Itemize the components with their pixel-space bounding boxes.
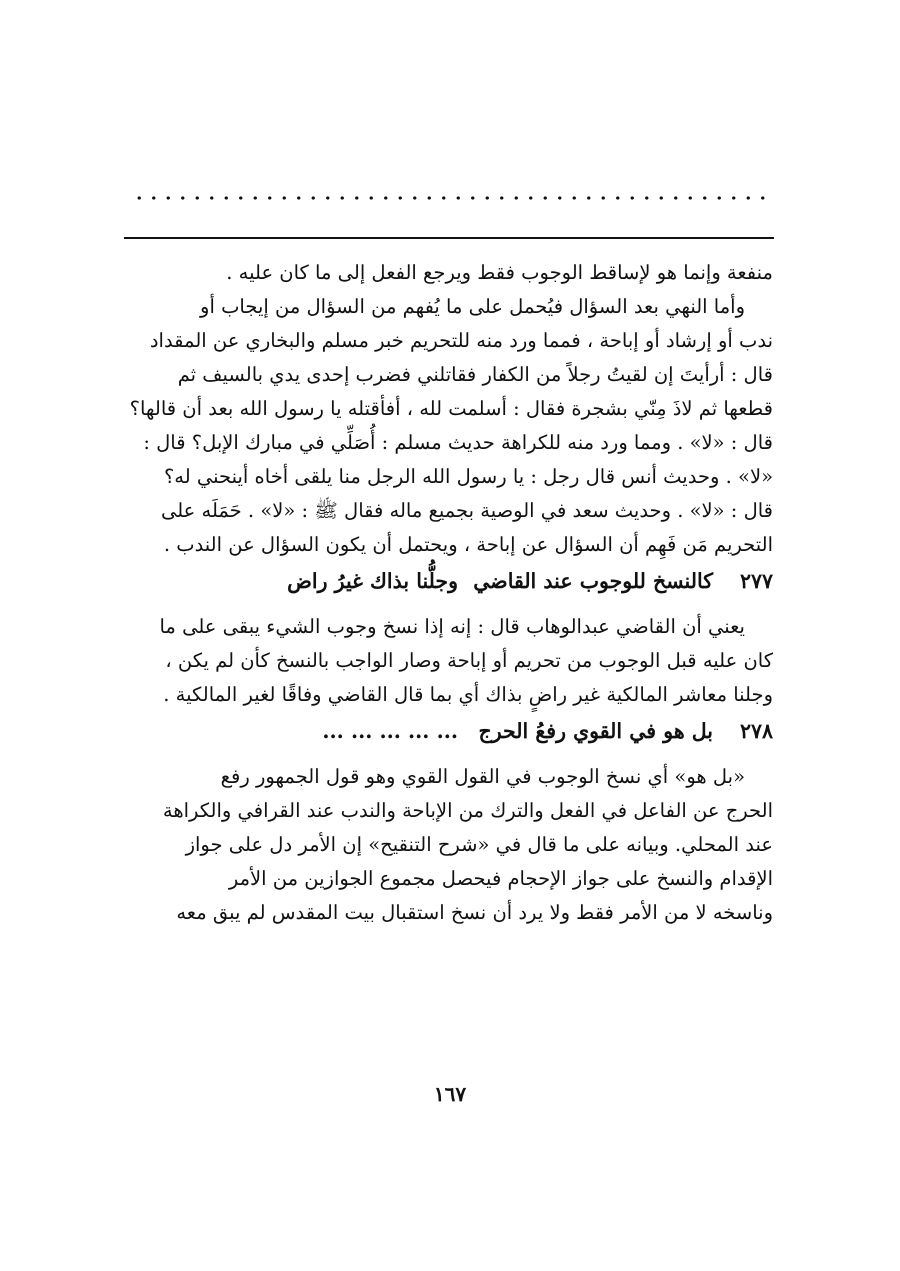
verse-number: ٢٧٨ xyxy=(739,719,773,743)
text-line: عند المحلي. وبيانه على ما قال في «شرح التنقيح» إن الأمر دل على جواز xyxy=(185,833,773,856)
text-line: يعني أن القاضي عبدالوهاب قال : إنه إذا نسخ وجوب الشيء يبقى على ما xyxy=(159,615,745,638)
text-line: وجلنا معاشر المالكية غير راضٍ بذاك أي بما قال القاضي وفاقًا لغير المالكية . xyxy=(163,683,773,706)
verse-first-hemistich: بل هو في القوي رفعُ الحرج xyxy=(478,719,713,743)
text-line: التحريم مَن فَهِم أن السؤال عن إباحة ، ويحتمل أن يكون السؤال عن الندب . xyxy=(163,533,773,556)
text-line: «لا» . وحديث أنس قال رجل : يا رسول الله الرجل منا يلقى أخاه أينحني له؟ xyxy=(163,465,773,488)
text-line: وأما النهي بعد السؤال فيُحمل على ما يُفهم من السؤال من إيجاب أو xyxy=(200,295,745,318)
text-line: قال : «لا» . ومما ورد منه للكراهة حديث مسلم : أُصَلِّي في مبارك الإبل؟ قال : xyxy=(143,431,773,454)
text-line: الإقدام والنسخ على جواز الإحجام فيحصل مجموع الجوازين من الأمر xyxy=(228,867,773,890)
text-line: قطعها ثم لاذَ مِنّي بشجرة فقال : أسلمت لله ، أفأقتله يا رسول الله بعد أن قالها؟ xyxy=(129,397,773,420)
text-line: منفعة وإنما هو لإساقط الوجوب فقط ويرجع الفعل إلى ما كان عليه . xyxy=(226,261,773,284)
verse-278 xyxy=(118,714,773,748)
page-number: ١٦٧ xyxy=(433,1082,467,1106)
verse-277 xyxy=(118,564,773,598)
text-line: ندب أو إرشاد أو إباحة ، فمما ورد منه للتحريم خبر مسلم والبخاري عن المقداد xyxy=(149,329,773,352)
verse-number: ٢٧٧ xyxy=(739,569,773,593)
text-line: قال : أرأيتَ إن لقيتُ رجلاً من الكفار فقاتلني فضرب إحدى يدي بالسيف ثم xyxy=(177,363,773,386)
verse-second-hemistich: وجلُّنا بذاك غيرُ راض xyxy=(287,569,458,593)
dotted-separator xyxy=(132,193,768,203)
header-rule xyxy=(124,237,774,239)
text-line: كان عليه قبل الوجوب من تحريم أو إباحة وصار الواجب بالنسخ كأن لم يكن ، xyxy=(165,649,773,672)
text-line: الحرج عن الفاعل في الفعل والترك من الإباحة والندب عند القرافي والكراهة xyxy=(162,799,773,822)
text-line: قال : «لا» . وحديث سعد في الوصية بجميع ماله فقال ﷺ : «لا» . حَمَلَه على xyxy=(160,499,773,522)
verse-first-hemistich: كالنسخ للوجوب عند القاضي xyxy=(473,569,713,593)
text-line: «بل هو» أي نسخ الوجوب في القول القوي وهو قول الجمهور رفع xyxy=(220,765,745,788)
text-line: وناسخه لا من الأمر فقط ولا يرد أن نسخ استقبال بيت المقدس لم يبق معه xyxy=(176,901,773,924)
page-body xyxy=(118,256,773,930)
verse-second-hemistich: ... ... ... ... ... xyxy=(322,719,458,743)
